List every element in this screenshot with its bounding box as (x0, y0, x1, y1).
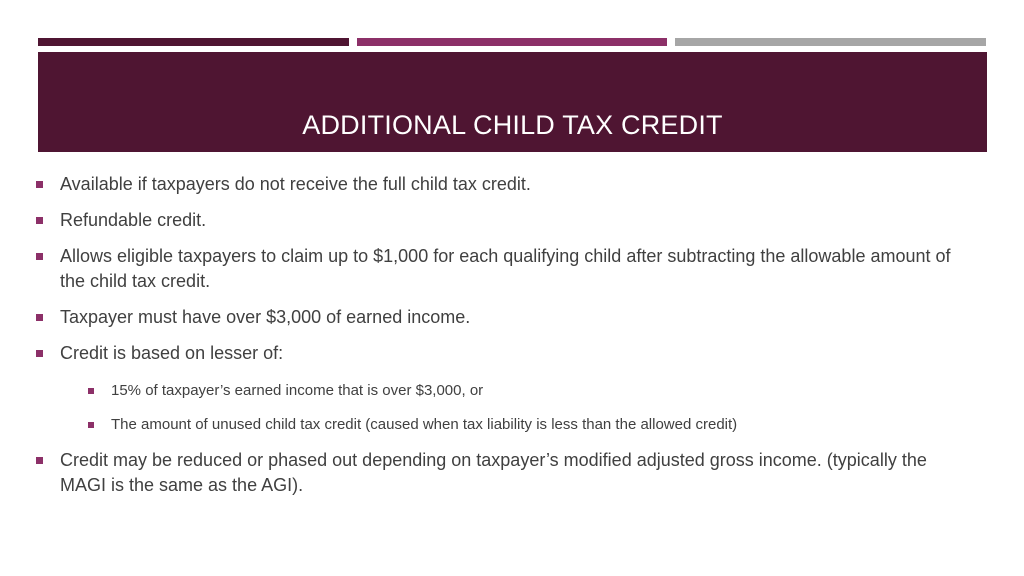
decorative-stripe-gray (675, 38, 986, 46)
sub-bullet-text: 15% of taxpayer’s earned income that is over $3,000, or (111, 382, 484, 399)
square-bullet-icon (36, 181, 43, 188)
sub-bullet-text: The amount of unused child tax credit (caused when tax liability is less than the allowed credit) (111, 416, 738, 433)
bullet-item (36, 172, 966, 197)
bullet-text: Credit may be reduced or phased out depending on taxpayer’s modified adjusted gross income. (typically the MAGI is the same as the AGI). (60, 450, 927, 495)
bullet-item (36, 244, 966, 294)
bullet-text: Refundable credit. (60, 210, 207, 230)
square-bullet-icon (36, 253, 43, 260)
square-bullet-icon (36, 217, 43, 224)
decorative-stripe-magenta (357, 38, 667, 46)
sub-bullet-item (88, 414, 966, 436)
bullet-text: Available if taxpayers do not receive the full child tax credit. (60, 174, 531, 194)
square-bullet-icon (36, 314, 43, 321)
bullet-item (36, 208, 966, 233)
square-bullet-icon (88, 388, 94, 394)
bullet-item (36, 448, 966, 498)
bullet-item (36, 305, 966, 330)
sub-bullet-item (88, 380, 966, 402)
bullet-text: Allows eligible taxpayers to claim up to $1,000 for each qualifying child after subtracting the allowable amount of the child tax credit. (60, 246, 951, 291)
decorative-stripe-dark (38, 38, 349, 46)
bullet-item (36, 341, 966, 436)
square-bullet-icon (36, 350, 43, 357)
square-bullet-icon (88, 422, 94, 428)
slide-content (36, 172, 966, 509)
title-banner (38, 52, 987, 152)
bullet-text: Credit is based on lesser of: (60, 343, 284, 363)
square-bullet-icon (36, 457, 43, 464)
bullet-text: Taxpayer must have over $3,000 of earned income. (60, 307, 471, 327)
slide-title: ADDITIONAL CHILD TAX CREDIT (302, 110, 723, 140)
